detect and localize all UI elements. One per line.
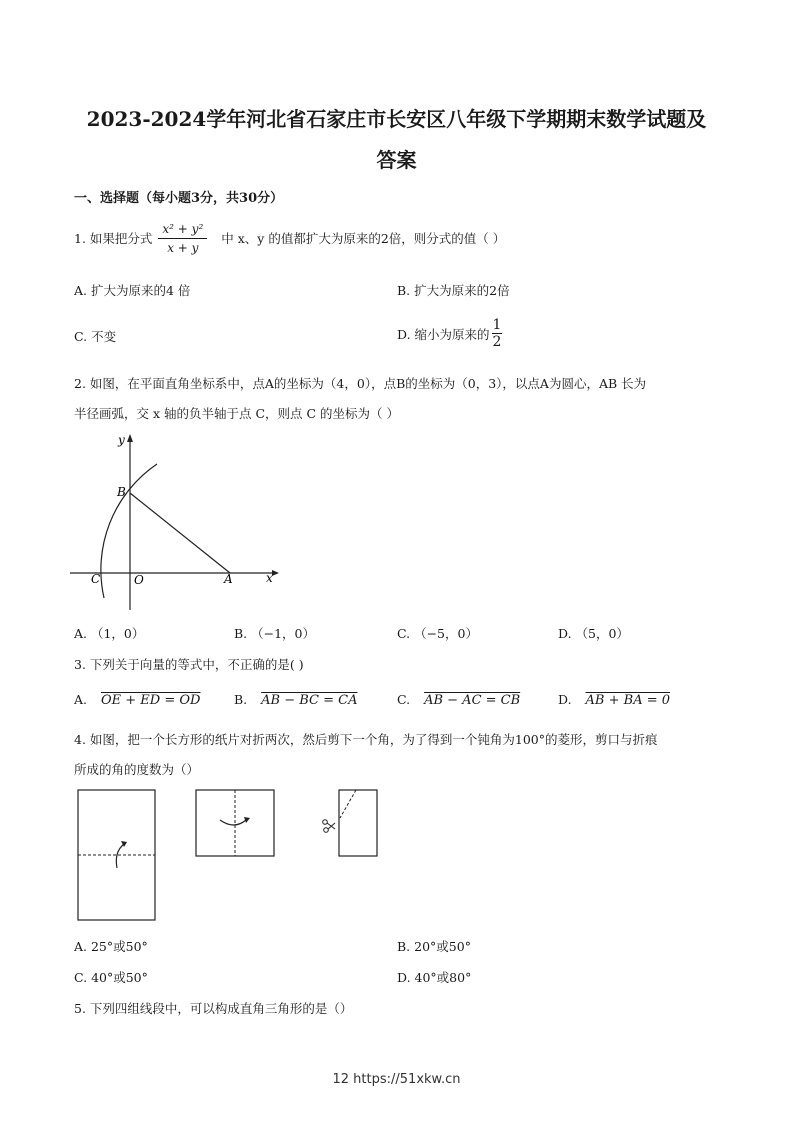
q4-option-a: A. 25°或50° bbox=[74, 939, 148, 954]
label-y: y bbox=[118, 433, 125, 447]
page-title-line2: 答案 bbox=[376, 148, 417, 172]
q3-option-a bbox=[74, 692, 200, 708]
q1-fraction bbox=[158, 222, 207, 255]
q3-option-d bbox=[558, 692, 670, 708]
q2-coordinate-figure bbox=[60, 430, 290, 615]
q1-option-d-fraction bbox=[492, 317, 503, 350]
question-1 bbox=[74, 216, 505, 260]
q3-option-a-label: A. bbox=[74, 692, 88, 707]
q1-prefix: 1. 如果把分式 bbox=[74, 231, 153, 246]
q3-option-d-formula: AB + BA = 0 bbox=[585, 693, 671, 708]
q1-frac-numerator: x² + y² bbox=[158, 222, 207, 239]
scissors-icon bbox=[323, 820, 335, 833]
y-axis-arrow-icon bbox=[127, 434, 133, 442]
q3-option-c-formula: AB − AC = CB bbox=[424, 693, 521, 708]
page-title-line1: 2023-2024学年河北省石家庄市长安区八年级下学期期末数学试题及 bbox=[86, 107, 707, 131]
page-footer: 12 https://51xkw.cn bbox=[332, 1072, 461, 1087]
q4-option-d: D. 40°或80° bbox=[397, 970, 472, 985]
label-x: x bbox=[266, 571, 273, 585]
q3-option-b bbox=[234, 692, 358, 708]
q2-option-c: C. （−5，0） bbox=[397, 626, 478, 641]
q1-option-a: A. 扩大为原来的4 倍 bbox=[74, 283, 191, 298]
cut-line bbox=[340, 790, 356, 818]
q3-option-a-formula: OE + ED = OD bbox=[101, 693, 201, 708]
q1-option-d-text: D. 缩小为原来的 bbox=[397, 326, 490, 342]
q3-option-b-label: B. bbox=[234, 692, 248, 707]
q4-text-line2: 所成的角的度数为（） bbox=[74, 762, 200, 777]
q1-option-d bbox=[397, 317, 502, 350]
section-heading: 一、选择题（每小题3分，共30分） bbox=[74, 191, 284, 206]
q4-option-c: C. 40°或50° bbox=[74, 970, 148, 985]
q4-option-b: B. 20°或50° bbox=[397, 939, 471, 954]
label-c: C bbox=[91, 572, 101, 586]
label-b: B bbox=[117, 485, 126, 499]
q2-option-d: D. （5，0） bbox=[558, 626, 629, 641]
q2-text-line2: 半径画弧，交 x 轴的负半轴于点 C，则点 C 的坐标为（ ） bbox=[74, 406, 400, 421]
q1-option-d-num: 1 bbox=[492, 317, 502, 333]
fold-arrow-2-icon bbox=[220, 820, 246, 825]
q1-option-c: C. 不变 bbox=[74, 329, 117, 344]
segment-ab bbox=[130, 493, 230, 573]
q4-folding-figure bbox=[70, 782, 390, 927]
q3-option-b-formula: AB − BC = CA bbox=[261, 693, 358, 708]
q4-text-line1: 4. 如图，把一个长方形的纸片对折两次，然后剪下一个角，为了得到一个钝角为100°的菱形，剪口与折痕 bbox=[74, 732, 658, 747]
label-a: A bbox=[224, 572, 233, 586]
q3-text: 3. 下列关于向量的等式中，不正确的是( ) bbox=[74, 657, 304, 672]
q1-option-b: B. 扩大为原来的2倍 bbox=[397, 283, 510, 298]
q2-option-b: B. （−1，0） bbox=[234, 626, 316, 641]
q2-option-a: A. （1，0） bbox=[74, 626, 145, 641]
fold-arrowhead-2-icon bbox=[244, 817, 250, 823]
arc-from-a bbox=[101, 464, 157, 598]
q3-option-d-label: D. bbox=[558, 692, 572, 707]
q3-option-c bbox=[397, 692, 520, 708]
paper-step3 bbox=[339, 790, 377, 856]
q1-frac-denominator: x + y bbox=[167, 240, 199, 255]
label-o: O bbox=[134, 573, 144, 587]
q3-option-c-label: C. bbox=[397, 692, 411, 707]
q1-option-d-den: 2 bbox=[492, 334, 502, 350]
q1-suffix: 中 x、y 的值都扩大为原来的2倍，则分式的值（ ） bbox=[221, 231, 506, 246]
q5-text: 5. 下列四组线段中，可以构成直角三角形的是（） bbox=[74, 1001, 353, 1016]
fold-arrow-icon bbox=[116, 844, 124, 868]
x-axis-arrow-icon bbox=[272, 570, 279, 576]
q2-text-line1: 2. 如图，在平面直角坐标系中，点A的坐标为（4，0），点B的坐标为（0，3），以点A为圆心，AB 长为 bbox=[74, 376, 647, 391]
